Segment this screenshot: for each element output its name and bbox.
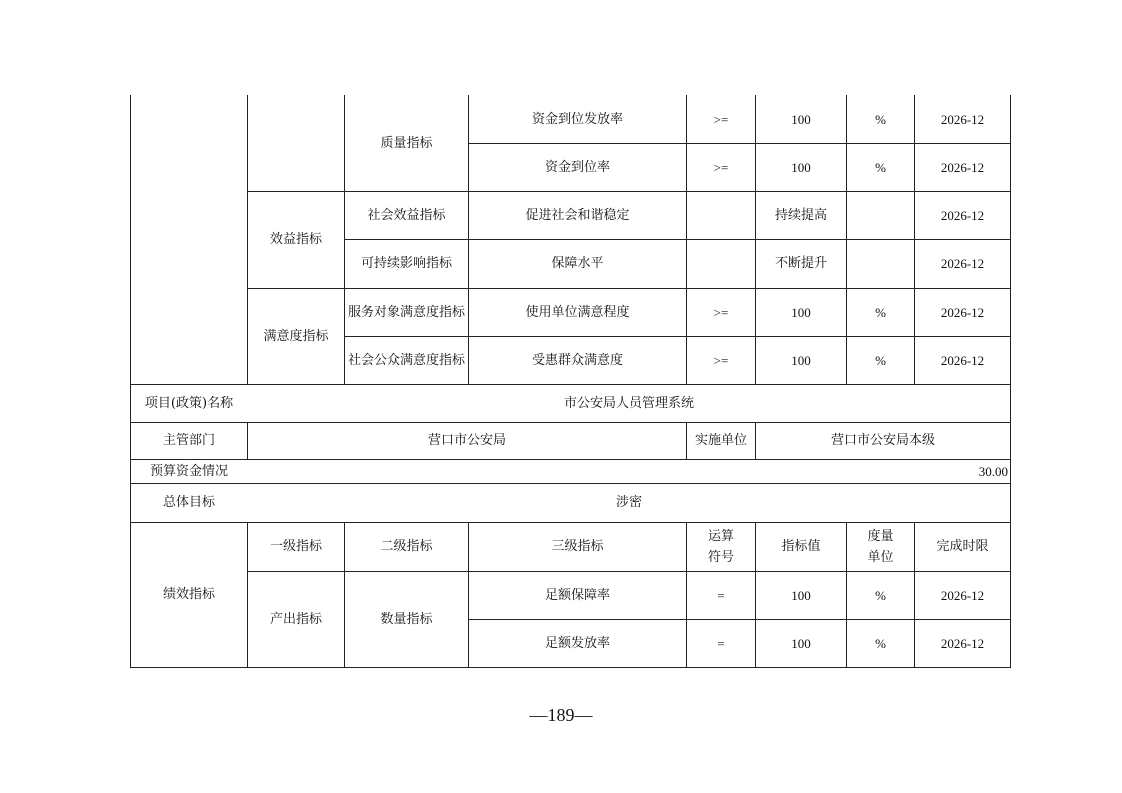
indicator-name: 使用单位满意程度	[525, 304, 630, 320]
target-value: 100	[791, 587, 811, 603]
deadline-cell: 2026-12	[940, 352, 985, 368]
indicator-name: 足额发放率	[544, 635, 610, 651]
deadline-cell: 2026-12	[940, 111, 985, 127]
header-operator-line1: 运算	[707, 529, 734, 544]
dept-label: 主管部门	[162, 433, 215, 448]
header-value: 指标值	[781, 539, 821, 554]
level2-cell: 社会效益指标	[367, 207, 446, 223]
deadline-cell: 2026-12	[940, 159, 985, 175]
deadline-cell: 2026-12	[940, 207, 985, 223]
level2-cell: 服务对象满意度指标	[347, 304, 465, 320]
operator-cell: =	[717, 587, 725, 603]
unit-cell	[847, 240, 914, 288]
goal-value: 涉密	[615, 495, 642, 510]
target-value: 100	[791, 159, 811, 175]
header-unit-line1: 度量	[867, 529, 894, 544]
impl-value: 营口市公安局本级	[830, 433, 935, 448]
perf-level2: 数量指标	[380, 611, 433, 627]
operator-cell	[687, 192, 755, 239]
header-level1: 一级指标	[269, 539, 322, 554]
target-value: 100	[791, 635, 811, 651]
unit-cell: %	[875, 352, 886, 368]
operator-cell: >=	[713, 352, 729, 368]
perf-label: 绩效指标	[162, 587, 215, 602]
indicator-name: 受惠群众满意度	[531, 352, 623, 368]
operator-cell: >=	[713, 111, 729, 127]
target-value: 100	[791, 111, 811, 127]
unit-cell	[847, 192, 914, 239]
project-name-label: 项目(政策)名称	[144, 395, 234, 411]
impl-label: 实施单位	[694, 433, 747, 448]
dept-value: 营口市公安局	[427, 433, 506, 448]
header-operator-line2: 符号	[707, 550, 734, 565]
perf-level1: 产出指标	[269, 611, 322, 627]
indicator-name: 促进社会和谐稳定	[525, 207, 630, 223]
indicator-name: 资金到位发放率	[531, 111, 623, 127]
level2-cell: 质量指标	[380, 135, 433, 151]
deadline-cell: 2026-12	[940, 635, 985, 651]
header-level2: 二级指标	[380, 539, 433, 554]
header-unit-line2: 单位	[867, 550, 894, 565]
operator-cell	[687, 240, 755, 288]
unit-cell: %	[875, 111, 886, 127]
header-level3: 三级指标	[551, 539, 604, 554]
deadline-cell: 2026-12	[940, 304, 985, 320]
target-value: 100	[791, 304, 811, 320]
unit-cell: %	[875, 304, 886, 320]
target-value: 不断提升	[774, 256, 827, 271]
unit-cell: %	[875, 635, 886, 651]
header-operator	[687, 523, 755, 571]
project-name: 市公安局人员管理系统	[563, 395, 694, 411]
rule	[130, 667, 1011, 668]
indicator-name: 保障水平	[551, 256, 604, 271]
budget-value: 30.00	[978, 463, 1008, 479]
unit-cell: %	[875, 587, 886, 603]
indicator-name: 资金到位率	[544, 159, 610, 175]
deadline-cell: 2026-12	[940, 256, 985, 271]
deadline-cell: 2026-12	[940, 587, 985, 603]
goal-label: 总体目标	[162, 495, 215, 510]
unit-cell: %	[875, 159, 886, 175]
level2-cell: 可持续影响指标	[360, 256, 452, 271]
level2-cell: 社会公众满意度指标	[347, 352, 465, 368]
rule	[1010, 95, 1011, 668]
operator-cell: >=	[713, 304, 729, 320]
operator-cell: >=	[713, 159, 729, 175]
operator-cell: =	[717, 635, 725, 651]
budget-label: 预算资金情况	[149, 463, 228, 479]
level1-cell: 满意度指标	[263, 328, 329, 344]
header-unit	[847, 523, 914, 571]
header-deadline: 完成时限	[936, 539, 989, 554]
target-value: 持续提高	[774, 207, 827, 223]
page-number: —189—	[529, 705, 593, 725]
indicator-name: 足额保障率	[544, 587, 610, 603]
level1-cell: 效益指标	[269, 232, 322, 247]
target-value: 100	[791, 352, 811, 368]
